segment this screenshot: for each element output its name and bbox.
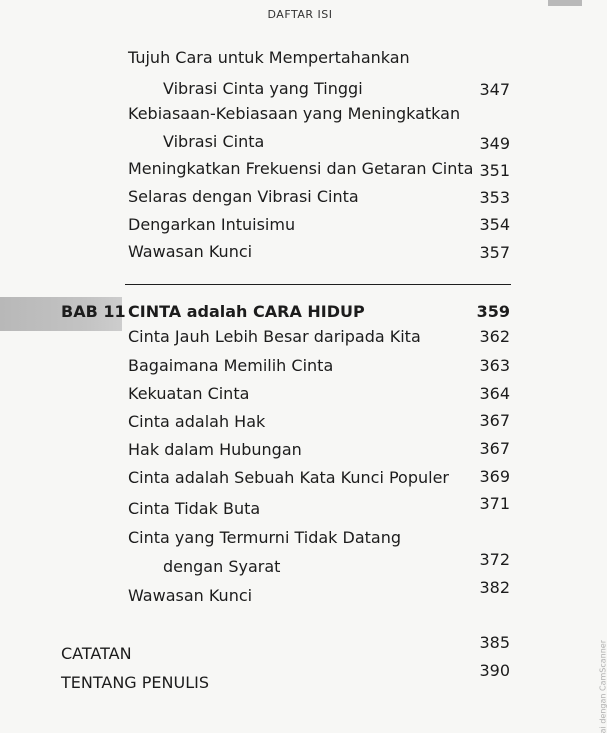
toc-entry-line2: Vibrasi Cinta bbox=[163, 132, 265, 151]
toc-page-number: 362 bbox=[479, 327, 510, 346]
toc-page-number: 367 bbox=[479, 439, 510, 458]
toc-entry-line1: Kebiasaan-Kebiasaan yang Meningkatkan bbox=[128, 104, 461, 123]
toc-page-number: 347 bbox=[479, 80, 510, 99]
toc-page-number: 357 bbox=[479, 243, 510, 262]
toc-entry: Wawasan Kunci bbox=[128, 242, 253, 261]
toc-page-number: 382 bbox=[479, 578, 510, 597]
chapter-title: CINTA adalah CARA HIDUP bbox=[128, 302, 365, 321]
toc-entry: Dengarkan Intuisimu bbox=[128, 215, 296, 234]
toc-page-number: 363 bbox=[479, 356, 510, 375]
divider-rule bbox=[125, 284, 511, 285]
chapter-label: BAB 11 bbox=[61, 302, 126, 321]
toc-page-number: 371 bbox=[479, 494, 510, 513]
toc-entry: Meningkatkan Frekuensi dan Getaran Cinta bbox=[128, 159, 474, 178]
toc-entry-line1: Tujuh Cara untuk Mempertahankan bbox=[128, 48, 410, 67]
toc-page-number: 354 bbox=[479, 215, 510, 234]
toc-page-number: 351 bbox=[479, 161, 510, 180]
toc-page-number: 364 bbox=[479, 384, 510, 403]
scanner-watermark: ai dengan CamScanner bbox=[598, 640, 607, 733]
toc-entry: TENTANG PENULIS bbox=[61, 673, 210, 692]
corner-tab bbox=[548, 0, 582, 6]
toc-page-number: 390 bbox=[479, 661, 510, 680]
toc-entry: Selaras dengan Vibrasi Cinta bbox=[128, 187, 359, 206]
toc-entry: Wawasan Kunci bbox=[128, 586, 253, 605]
toc-entry-line2: Vibrasi Cinta yang Tinggi bbox=[163, 79, 363, 98]
toc-entry: Kekuatan Cinta bbox=[128, 384, 250, 403]
toc-entry-line2: dengan Syarat bbox=[163, 557, 281, 576]
toc-page-number: 349 bbox=[479, 134, 510, 153]
toc-entry: Bagaimana Memilih Cinta bbox=[128, 356, 334, 375]
running-head: DAFTAR ISI bbox=[267, 8, 333, 21]
toc-entry: Cinta adalah Hak bbox=[128, 412, 266, 431]
toc-entry: Cinta adalah Sebuah Kata Kunci Populer bbox=[128, 468, 450, 487]
toc-page-number: 372 bbox=[479, 550, 510, 569]
toc-entry: Cinta Tidak Buta bbox=[128, 499, 261, 518]
toc-page-number: 353 bbox=[479, 188, 510, 207]
toc-page-number: 385 bbox=[479, 633, 510, 652]
toc-entry: CATATAN bbox=[61, 644, 132, 663]
toc-entry: Cinta Jauh Lebih Besar daripada Kita bbox=[128, 327, 421, 346]
toc-entry: Hak dalam Hubungan bbox=[128, 440, 302, 459]
toc-page-number: 367 bbox=[479, 411, 510, 430]
chapter-page-number: 359 bbox=[476, 302, 510, 321]
toc-entry-line1: Cinta yang Termurni Tidak Datang bbox=[128, 528, 402, 547]
toc-page-number: 369 bbox=[479, 467, 510, 486]
